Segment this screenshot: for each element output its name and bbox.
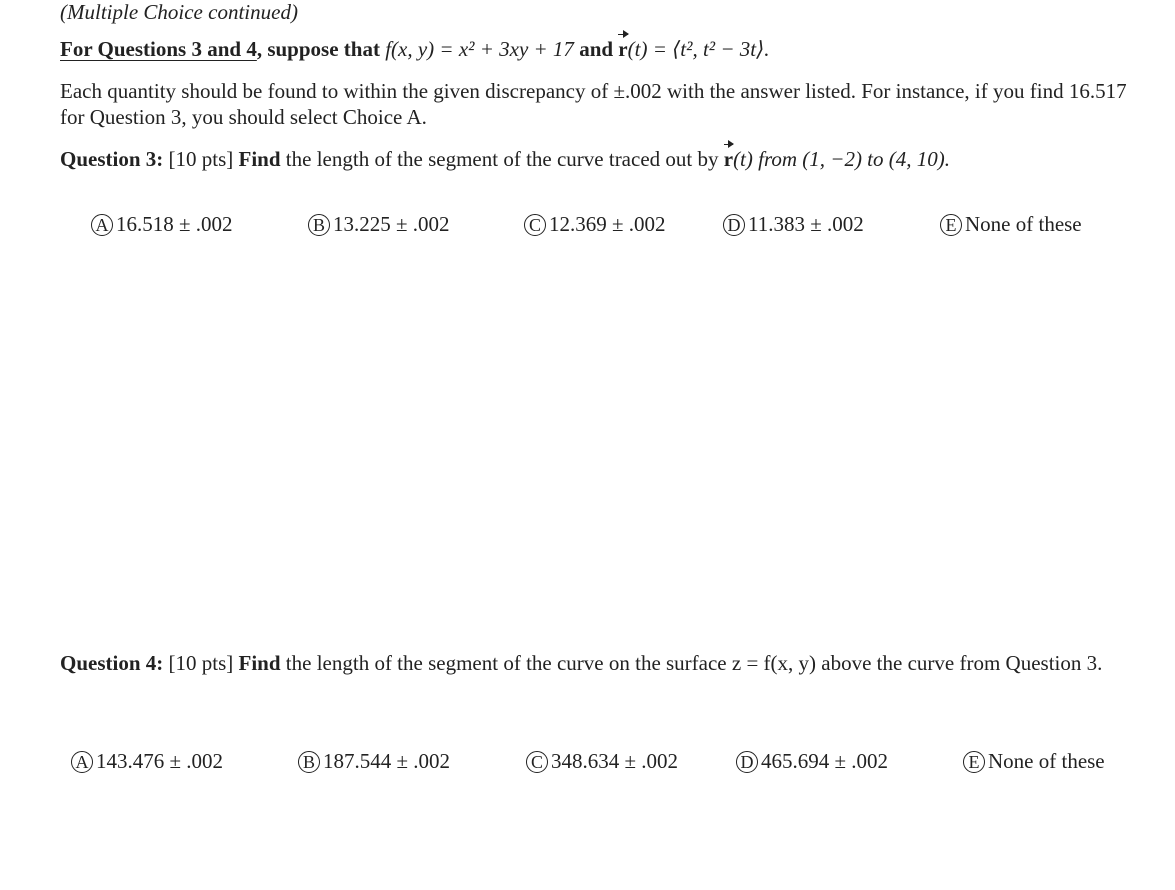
question-3-text-end: (t) from (1, −2) to (4, 10). bbox=[733, 147, 951, 171]
q4-choice-b-circle[interactable]: B bbox=[298, 751, 320, 773]
question-4-points: [10 pts] bbox=[168, 651, 234, 675]
q4-choice-c-text: 348.634 ± .002 bbox=[551, 749, 679, 773]
q4-choice-a-circle[interactable]: A bbox=[71, 751, 93, 773]
q3-choice-c-circle[interactable]: C bbox=[524, 214, 546, 236]
question-4-label: Question 4: bbox=[60, 651, 164, 675]
question-3-text: the length of the segment of the curve traced out by bbox=[285, 147, 719, 171]
question-4-prompt bbox=[60, 650, 1130, 676]
question-4-text: the length of the segment of the curve on the surface z = f(x, y) above the curve from Question 3. bbox=[285, 651, 1103, 675]
q3-choice-a[interactable] bbox=[91, 212, 233, 237]
q3-choice-b[interactable] bbox=[308, 212, 450, 237]
question-3-verb: Find bbox=[238, 147, 281, 171]
intro-line bbox=[60, 37, 770, 62]
question-4-verb: Find bbox=[238, 651, 281, 675]
r-vector-symbol: r bbox=[618, 37, 628, 61]
q4-choice-e-text: None of these bbox=[988, 749, 1105, 773]
question-3-points: [10 pts] bbox=[168, 147, 234, 171]
q4-choice-d-text: 465.694 ± .002 bbox=[761, 749, 889, 773]
question-3-r-vector: r bbox=[723, 147, 734, 171]
intro-heading: For Questions 3 and 4 bbox=[60, 37, 257, 61]
q4-choice-a[interactable] bbox=[71, 749, 223, 774]
q3-choice-e[interactable] bbox=[940, 212, 1082, 237]
q4-choice-c-circle[interactable]: C bbox=[526, 751, 548, 773]
q4-choice-d-circle[interactable]: D bbox=[736, 751, 758, 773]
q4-choice-d[interactable] bbox=[736, 749, 888, 774]
q3-choice-c-text: 12.369 ± .002 bbox=[549, 212, 666, 236]
q3-choice-d[interactable] bbox=[723, 212, 864, 237]
q3-choice-b-circle[interactable]: B bbox=[308, 214, 330, 236]
q3-choice-e-text: None of these bbox=[965, 212, 1082, 236]
q4-choice-b-text: 187.544 ± .002 bbox=[323, 749, 451, 773]
question-3-label: Question 3: bbox=[60, 147, 164, 171]
q4-choice-a-text: 143.476 ± .002 bbox=[96, 749, 224, 773]
f-definition: f(x, y) = x² + 3xy + 17 bbox=[385, 37, 574, 61]
q3-choice-e-circle[interactable]: E bbox=[940, 214, 962, 236]
q3-choice-d-text: 11.383 ± .002 bbox=[748, 212, 864, 236]
q4-choice-b[interactable] bbox=[298, 749, 450, 774]
q4-choice-e-circle[interactable]: E bbox=[963, 751, 985, 773]
intro-suppose: , suppose that bbox=[256, 37, 386, 61]
r-definition: (t) = ⟨t², t² − 3t⟩. bbox=[627, 37, 770, 61]
q3-choice-a-text: 16.518 ± .002 bbox=[116, 212, 233, 236]
q3-choice-a-circle[interactable]: A bbox=[91, 214, 113, 236]
q3-choice-c[interactable] bbox=[524, 212, 666, 237]
q4-choice-e[interactable] bbox=[963, 749, 1105, 774]
intro-and: and bbox=[573, 37, 619, 61]
q4-choice-c[interactable] bbox=[526, 749, 678, 774]
question-3-prompt bbox=[60, 147, 950, 172]
continued-header: (Multiple Choice continued) bbox=[60, 0, 298, 24]
q3-choice-d-circle[interactable]: D bbox=[723, 214, 745, 236]
instructions-paragraph: Each quantity should be found to within the given discrepancy of ±.002 with the answer listed. For instance, if you find 16.517 for Question 3, you should select Choice A. bbox=[60, 79, 1127, 129]
q3-choice-b-text: 13.225 ± .002 bbox=[333, 212, 450, 236]
